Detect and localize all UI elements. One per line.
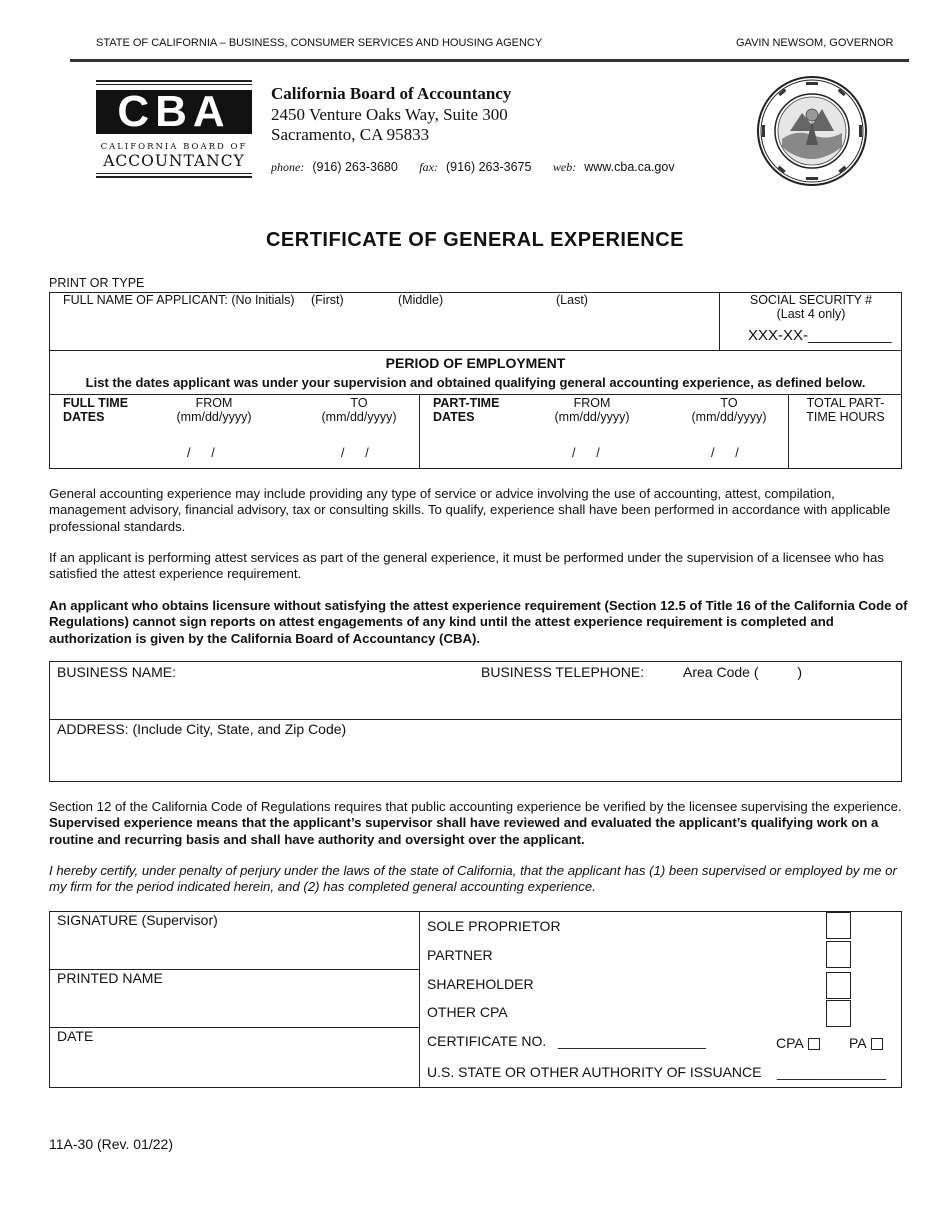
part-time-label-2: DATES xyxy=(433,410,475,424)
ft-to-format: (mm/dd/yyyy) xyxy=(321,410,397,424)
phone-label: phone: xyxy=(271,160,305,174)
total-hours-label-2: TIME HOURS xyxy=(806,410,885,424)
sole-proprietor-checkbox[interactable] xyxy=(826,912,851,939)
pt-from-date-input[interactable]: / / xyxy=(572,446,600,460)
pt-to-date-input[interactable]: / / xyxy=(711,446,739,460)
print-or-type: PRINT OR TYPE xyxy=(49,276,145,290)
total-hours-label-1: TOTAL PART- xyxy=(806,396,885,410)
partner-checkbox[interactable] xyxy=(826,941,851,968)
shareholder-checkbox[interactable] xyxy=(826,972,851,999)
pa-checkbox[interactable] xyxy=(871,1038,883,1050)
paragraph-certification: I hereby certify, under penalty of perjury under the laws of the state of California, that the applicant has (1) been supervised or employed by me or my firm for the period indicated herein, and (2) has completed general accounting experience. xyxy=(49,863,897,895)
form-number: 11A-30 (Rev. 01/22) xyxy=(49,1136,173,1152)
paragraph-section-12 xyxy=(49,799,909,848)
cba-logo xyxy=(96,80,254,180)
employment-heading: PERIOD OF EMPLOYMENT xyxy=(385,355,566,371)
full-time-label-1: FULL TIME xyxy=(63,396,129,410)
governor-header: GAVIN NEWSOM, GOVERNOR xyxy=(736,37,894,49)
first-name-label: (First) xyxy=(311,293,344,307)
date-label: DATE xyxy=(57,1028,94,1044)
org-name: California Board of Accountancy xyxy=(271,84,512,103)
logo-subtitle-2: ACCOUNTANCY xyxy=(103,152,245,170)
area-code-label: Area Code ( ) xyxy=(683,664,803,680)
paragraph-attest-services: If an applicant is performing attest services as part of the general experience, it must be performed under the supervision of a licensee who has satisfied the attest experience requirement. xyxy=(49,550,884,582)
business-telephone-label: BUSINESS TELEPHONE: xyxy=(481,664,645,680)
logo-letters: CBA xyxy=(96,90,252,134)
full-name-label: FULL NAME OF APPLICANT: (No Initials) xyxy=(63,293,295,307)
fax-label: fax: xyxy=(419,160,438,174)
other-cpa-label: OTHER CPA xyxy=(427,1004,508,1020)
web-label: web: xyxy=(552,160,577,174)
section-12-bold-text: Supervised experience means that the applicant’s supervisor shall have reviewed and evaluated the applicant’s qualifying work on a routine and recurring basis and shall have authority and oversight over the applicant. xyxy=(49,815,879,847)
pt-to-format: (mm/dd/yyyy) xyxy=(691,410,767,424)
fax-value: (916) 263-3675 xyxy=(445,160,532,174)
logo-subtitle-1: CALIFORNIA BOARD OF xyxy=(100,142,248,152)
employment-instructions: List the dates applicant was under your supervision and obtained qualifying general accounting experience, as defined below. xyxy=(85,375,866,390)
org-address-line2: Sacramento, CA 95833 xyxy=(271,125,430,144)
paragraph-general-experience: General accounting experience may include providing any type of service or advice involving the use of accounting, attest, compilation, management advisory, financial advisory, tax or consulting skills. To qualify, experience shall have been performed in accordance with applicable professional standards. xyxy=(49,486,891,534)
agency-header: STATE OF CALIFORNIA – BUSINESS, CONSUMER SERVICES AND HOUSING AGENCY xyxy=(96,37,543,49)
web-value[interactable]: www.cba.ca.gov xyxy=(584,160,675,174)
cpa-option[interactable] xyxy=(776,1035,820,1051)
paragraph-licensure-warning: An applicant who obtains licensure without satisfying the attest experience requirement (Section 12.5 of Title 16 of the California Code of Regulations) cannot sign reports on attest engagements of any kind until the attest experience requirement is completed and authorization is given by the California Board of Accountancy (CBA). xyxy=(49,598,908,646)
phone-value: (916) 263-3680 xyxy=(312,160,398,174)
middle-name-label: (Middle) xyxy=(398,293,444,307)
pt-from-format: (mm/dd/yyyy) xyxy=(554,410,630,424)
pa-label: PA xyxy=(849,1035,867,1051)
signature-label: SIGNATURE (Supervisor) xyxy=(57,912,218,928)
certificate-no-field[interactable]: CERTIFICATE NO. ___________________ xyxy=(427,1033,706,1049)
cpa-label: CPA xyxy=(776,1035,804,1051)
partner-label: PARTNER xyxy=(427,947,493,963)
contact-line xyxy=(271,160,675,175)
ft-from-format: (mm/dd/yyyy) xyxy=(176,410,252,424)
cba-seal-icon xyxy=(756,75,868,187)
applicant-name-input[interactable] xyxy=(64,312,714,346)
authority-of-issuance-field[interactable]: U.S. STATE OR OTHER AUTHORITY OF ISSUANCE ______________ xyxy=(427,1064,887,1080)
shareholder-label: SHAREHOLDER xyxy=(427,976,534,992)
business-name-input[interactable] xyxy=(57,684,467,714)
total-hours-input[interactable] xyxy=(792,432,898,464)
pa-option[interactable] xyxy=(849,1035,883,1051)
ssn-sub-label: (Last 4 only) xyxy=(776,307,846,321)
business-telephone-input[interactable] xyxy=(683,684,893,714)
header-rule xyxy=(70,59,909,62)
section-12-text: Section 12 of the California Code of Regulations requires that public accounting experience be verified by the licensee supervising the experience. xyxy=(49,799,902,814)
printed-name-label: PRINTED NAME xyxy=(57,970,163,986)
ft-from-label: FROM xyxy=(195,396,233,410)
business-name-label: BUSINESS NAME: xyxy=(57,664,177,680)
ft-to-date-input[interactable]: / / xyxy=(341,446,369,460)
printed-name-input[interactable] xyxy=(57,990,412,1022)
ft-to-label: TO xyxy=(350,396,368,410)
full-time-label-2: DATES xyxy=(63,410,105,424)
ssn-input[interactable]: XXX-XX-__________ xyxy=(748,327,892,344)
business-address-label: ADDRESS: (Include City, State, and Zip Code) xyxy=(57,721,347,737)
pt-to-label: TO xyxy=(720,396,738,410)
business-address-input[interactable] xyxy=(57,742,893,776)
cpa-checkbox[interactable] xyxy=(808,1038,820,1050)
other-cpa-checkbox[interactable] xyxy=(826,1000,851,1027)
last-name-label: (Last) xyxy=(556,293,588,307)
pt-from-label: FROM xyxy=(573,396,611,410)
signature-input[interactable] xyxy=(57,932,412,964)
sole-proprietor-label: SOLE PROPRIETOR xyxy=(427,918,561,934)
ssn-label: SOCIAL SECURITY # xyxy=(749,293,873,307)
page-title: CERTIFICATE OF GENERAL EXPERIENCE xyxy=(265,229,685,251)
part-time-label-1: PART-TIME xyxy=(433,396,500,410)
org-address-line1: 2450 Venture Oaks Way, Suite 300 xyxy=(271,105,508,124)
date-input[interactable] xyxy=(57,1048,412,1082)
ft-from-date-input[interactable]: / / xyxy=(187,446,215,460)
